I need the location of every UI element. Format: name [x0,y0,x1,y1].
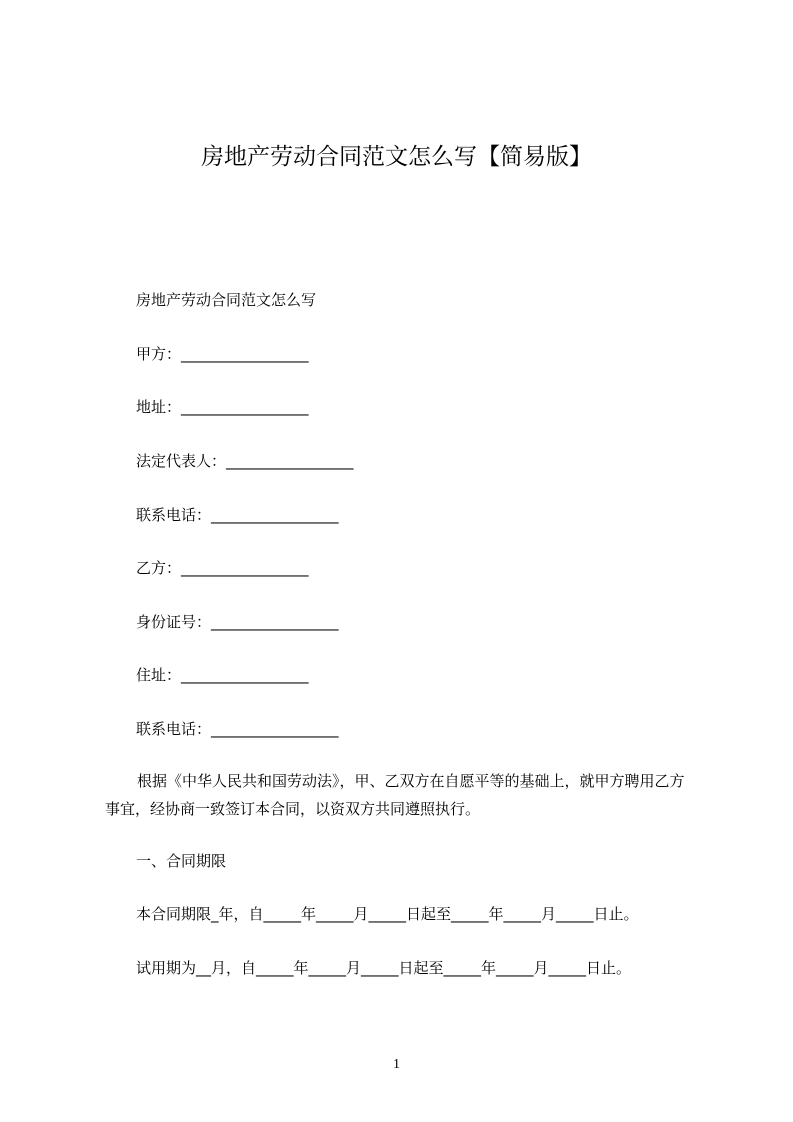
residence-field: 住址：_________________ [136,666,309,684]
legal-representative-field: 法定代表人：_________________ [136,452,354,470]
party-b-field: 乙方：_________________ [136,559,309,577]
address-field: 地址：_________________ [136,398,309,416]
id-number-field: 身份证号：_________________ [136,613,339,631]
party-b-phone-field: 联系电话：_________________ [136,720,339,738]
preamble-paragraph: 根据《中华人民共和国劳动法》，甲、乙双方在自愿平等的基础上，就甲方聘用乙方事宜，经协商一致签订本合同，以资双方共同遵照执行。 [105,772,685,818]
probation-line: 试用期为__月，自_____年_____月_____日起至_____年_____月_____日止。 [136,959,632,977]
party-a-phone-field: 联系电话：_________________ [136,506,339,524]
page-number: 1 [393,1057,400,1072]
contract-term-line: 本合同期限_年，自_____年_____月_____日起至_____年_____月_____日止。 [136,905,639,923]
section-heading: 一、合同期限 [136,852,227,870]
document-subtitle: 房地产劳动合同范文怎么写 [136,291,317,309]
party-a-field: 甲方：_________________ [136,345,309,363]
document-title: 房地产劳动合同范文怎么写【简易版】 [201,144,592,170]
